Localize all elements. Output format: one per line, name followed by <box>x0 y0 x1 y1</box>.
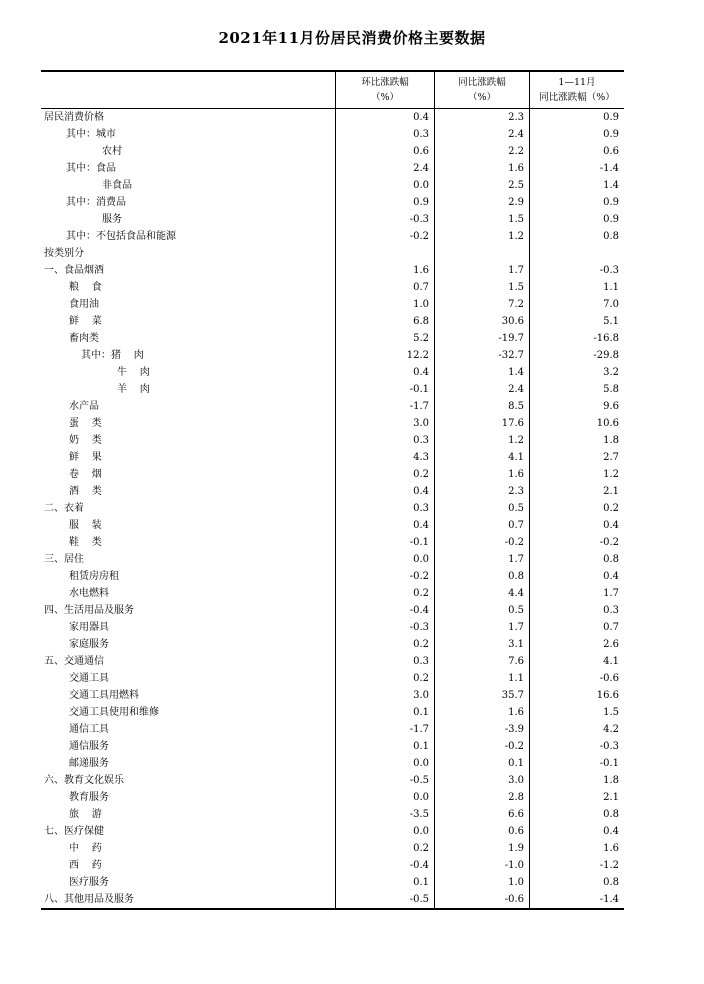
value-yoy: -0.2 <box>434 534 529 551</box>
value-ytd: -0.2 <box>529 534 624 551</box>
table-row <box>41 109 624 126</box>
table-row <box>41 126 624 143</box>
table-row <box>41 772 624 789</box>
row-label: 其中：城市 <box>66 129 116 140</box>
value-mom: 0.0 <box>335 823 434 840</box>
value-ytd: 1.1 <box>529 279 624 296</box>
row-label: 奶 类 <box>69 435 102 446</box>
value-mom: 0.6 <box>335 143 434 160</box>
table-row <box>41 364 624 381</box>
value-ytd: 0.4 <box>529 823 624 840</box>
value-ytd: 10.6 <box>529 415 624 432</box>
value-mom: 0.2 <box>335 585 434 602</box>
row-label: 其中：食品 <box>66 163 116 174</box>
row-label: 服务 <box>102 214 122 225</box>
value-ytd: 5.1 <box>529 313 624 330</box>
header-mom <box>335 72 434 108</box>
table-row <box>41 245 624 262</box>
table-row <box>41 891 624 908</box>
row-label: 旅 游 <box>69 809 102 820</box>
value-ytd: 2.7 <box>529 449 624 466</box>
table-row <box>41 840 624 857</box>
page-title: 2021年11月份居民消费价格主要数据 <box>218 29 486 47</box>
value-yoy: -3.9 <box>434 721 529 738</box>
table-row <box>41 347 624 364</box>
table-row <box>41 517 624 534</box>
header-yoy-line2: （%） <box>467 92 497 103</box>
value-mom: 0.2 <box>335 636 434 653</box>
table-row <box>41 653 624 670</box>
value-ytd: 0.8 <box>529 228 624 245</box>
value-yoy: 0.5 <box>434 500 529 517</box>
value-mom: -0.3 <box>335 619 434 636</box>
row-label: 卷 烟 <box>69 469 102 480</box>
value-mom: -0.3 <box>335 211 434 228</box>
value-yoy: 2.3 <box>434 483 529 500</box>
row-label: 一、食品烟酒 <box>44 265 104 276</box>
value-yoy: 1.7 <box>434 262 529 279</box>
value-yoy: 1.9 <box>434 840 529 857</box>
row-label: 医疗服务 <box>69 877 109 888</box>
table-row <box>41 466 624 483</box>
table-row <box>41 194 624 211</box>
row-label: 八、其他用品及服务 <box>44 894 134 905</box>
row-label: 其中：消费品 <box>66 197 126 208</box>
row-label: 通信工具 <box>69 724 109 735</box>
value-ytd <box>529 245 624 262</box>
value-mom: -1.7 <box>335 721 434 738</box>
row-label: 家用器具 <box>69 622 109 633</box>
table-row <box>41 755 624 772</box>
value-ytd: 1.6 <box>529 840 624 857</box>
header-ytd-line1: 1—11月 <box>558 77 596 88</box>
value-ytd: 1.4 <box>529 177 624 194</box>
value-mom: 0.0 <box>335 755 434 772</box>
value-ytd: -0.3 <box>529 262 624 279</box>
table-row <box>41 636 624 653</box>
value-yoy: 1.0 <box>434 874 529 891</box>
value-yoy: 1.5 <box>434 211 529 228</box>
value-ytd: 0.9 <box>529 109 624 126</box>
table-row <box>41 160 624 177</box>
value-yoy: 7.2 <box>434 296 529 313</box>
value-yoy: 1.4 <box>434 364 529 381</box>
table-row <box>41 143 624 160</box>
value-ytd: 2.1 <box>529 789 624 806</box>
value-mom: 2.4 <box>335 160 434 177</box>
row-label: 居民消费价格 <box>44 112 104 123</box>
value-ytd: 0.2 <box>529 500 624 517</box>
value-ytd: -0.6 <box>529 670 624 687</box>
value-ytd: 1.2 <box>529 466 624 483</box>
value-mom: 6.8 <box>335 313 434 330</box>
value-yoy: 1.1 <box>434 670 529 687</box>
row-label: 按类别分 <box>44 248 84 259</box>
table-row <box>41 874 624 891</box>
value-mom: -0.1 <box>335 534 434 551</box>
value-yoy: 7.6 <box>434 653 529 670</box>
row-label: 交通工具使用和维修 <box>69 707 159 718</box>
value-yoy: 0.8 <box>434 568 529 585</box>
row-label: 租赁房房租 <box>69 571 119 582</box>
value-mom: 0.1 <box>335 738 434 755</box>
value-yoy: 1.6 <box>434 466 529 483</box>
value-ytd: -1.4 <box>529 891 624 908</box>
value-yoy: 0.6 <box>434 823 529 840</box>
value-ytd: 1.8 <box>529 432 624 449</box>
row-label: 鞋 类 <box>69 537 102 548</box>
table-row <box>41 534 624 551</box>
value-mom: 0.3 <box>335 126 434 143</box>
value-mom: -1.7 <box>335 398 434 415</box>
value-yoy: 2.9 <box>434 194 529 211</box>
value-ytd: 16.6 <box>529 687 624 704</box>
value-ytd: -1.4 <box>529 160 624 177</box>
row-label: 七、医疗保健 <box>44 826 104 837</box>
value-yoy: 3.1 <box>434 636 529 653</box>
row-label: 交通工具 <box>69 673 109 684</box>
row-label: 鲜 菜 <box>69 316 102 327</box>
table-row <box>41 823 624 840</box>
table-row <box>41 704 624 721</box>
value-yoy: 4.1 <box>434 449 529 466</box>
value-mom: -3.5 <box>335 806 434 823</box>
value-mom: 0.4 <box>335 109 434 126</box>
value-yoy: -32.7 <box>434 347 529 364</box>
value-yoy: 0.7 <box>434 517 529 534</box>
value-mom: 3.0 <box>335 687 434 704</box>
table-row <box>41 602 624 619</box>
value-ytd: 0.9 <box>529 211 624 228</box>
row-label: 酒 类 <box>69 486 102 497</box>
row-label: 非食品 <box>102 180 132 191</box>
row-label: 邮递服务 <box>69 758 109 769</box>
value-mom: 0.3 <box>335 432 434 449</box>
header-ytd-line2: 同比涨跌幅（%） <box>539 92 615 103</box>
value-mom: 0.9 <box>335 194 434 211</box>
value-yoy: 2.3 <box>434 109 529 126</box>
value-mom: 1.6 <box>335 262 434 279</box>
value-yoy: 17.6 <box>434 415 529 432</box>
table-body <box>41 109 624 908</box>
value-ytd: 3.2 <box>529 364 624 381</box>
value-ytd: 0.4 <box>529 517 624 534</box>
value-yoy: 1.6 <box>434 160 529 177</box>
table-row <box>41 789 624 806</box>
value-mom: 0.3 <box>335 653 434 670</box>
row-label: 水电燃料 <box>69 588 109 599</box>
value-ytd: 0.8 <box>529 806 624 823</box>
value-yoy: 1.7 <box>434 551 529 568</box>
value-yoy: 0.1 <box>434 755 529 772</box>
row-label: 服 装 <box>69 520 102 531</box>
value-mom: -0.5 <box>335 772 434 789</box>
value-yoy: 2.8 <box>434 789 529 806</box>
table-row <box>41 500 624 517</box>
value-ytd: -29.8 <box>529 347 624 364</box>
table-row <box>41 262 624 279</box>
value-mom: -0.2 <box>335 568 434 585</box>
value-ytd: 1.7 <box>529 585 624 602</box>
value-ytd: 0.3 <box>529 602 624 619</box>
value-ytd: -1.2 <box>529 857 624 874</box>
header-yoy-line1: 同比涨跌幅 <box>458 77 506 88</box>
table-row <box>41 449 624 466</box>
header-ytd <box>529 72 624 108</box>
header-mom-line1: 环比涨跌幅 <box>361 77 409 88</box>
table-row <box>41 721 624 738</box>
table-row <box>41 381 624 398</box>
table-row <box>41 568 624 585</box>
row-label: 其中：猪 肉 <box>81 350 144 361</box>
row-label: 教育服务 <box>69 792 109 803</box>
value-ytd: 0.8 <box>529 874 624 891</box>
table-row <box>41 738 624 755</box>
table-row <box>41 330 624 347</box>
table-row <box>41 313 624 330</box>
header-yoy <box>434 72 529 108</box>
header-mom-line2: （%） <box>370 92 400 103</box>
value-yoy: 8.5 <box>434 398 529 415</box>
value-mom: 3.0 <box>335 415 434 432</box>
value-mom: 0.0 <box>335 177 434 194</box>
value-ytd: 2.1 <box>529 483 624 500</box>
value-yoy: 2.5 <box>434 177 529 194</box>
value-ytd: 0.4 <box>529 568 624 585</box>
value-mom: 0.0 <box>335 551 434 568</box>
value-ytd: 0.9 <box>529 126 624 143</box>
value-yoy: -0.6 <box>434 891 529 908</box>
table-row <box>41 483 624 500</box>
table-row <box>41 415 624 432</box>
value-yoy: 4.4 <box>434 585 529 602</box>
table-row <box>41 670 624 687</box>
row-label: 畜肉类 <box>69 333 99 344</box>
value-ytd: -0.1 <box>529 755 624 772</box>
value-mom: 0.4 <box>335 483 434 500</box>
row-label: 羊 肉 <box>117 384 150 395</box>
value-mom: -0.4 <box>335 602 434 619</box>
value-mom: 0.2 <box>335 670 434 687</box>
row-label: 蛋 类 <box>69 418 102 429</box>
value-yoy: -0.2 <box>434 738 529 755</box>
value-yoy: 0.5 <box>434 602 529 619</box>
row-label: 家庭服务 <box>69 639 109 650</box>
table-header <box>41 72 624 109</box>
value-ytd: 2.6 <box>529 636 624 653</box>
row-label: 食用油 <box>69 299 99 310</box>
value-yoy: 1.6 <box>434 704 529 721</box>
value-yoy: -19.7 <box>434 330 529 347</box>
value-mom: 0.3 <box>335 500 434 517</box>
value-ytd: 4.2 <box>529 721 624 738</box>
value-mom: 0.0 <box>335 789 434 806</box>
row-label: 六、教育文化娱乐 <box>44 775 124 786</box>
value-mom: -0.5 <box>335 891 434 908</box>
value-mom: 0.2 <box>335 840 434 857</box>
table-row <box>41 398 624 415</box>
value-ytd: 5.8 <box>529 381 624 398</box>
value-ytd: 4.1 <box>529 653 624 670</box>
table-row <box>41 296 624 313</box>
value-yoy <box>434 245 529 262</box>
value-mom: -0.2 <box>335 228 434 245</box>
row-label: 牛 肉 <box>117 367 150 378</box>
row-label: 其中：不包括食品和能源 <box>66 231 176 242</box>
value-yoy: -1.0 <box>434 857 529 874</box>
value-yoy: 2.2 <box>434 143 529 160</box>
value-mom: -0.4 <box>335 857 434 874</box>
cpi-table <box>41 70 624 910</box>
value-ytd: 9.6 <box>529 398 624 415</box>
table-row <box>41 687 624 704</box>
row-label: 四、生活用品及服务 <box>44 605 134 616</box>
value-mom: 0.1 <box>335 704 434 721</box>
table-row <box>41 551 624 568</box>
value-yoy: 1.2 <box>434 432 529 449</box>
value-mom: 1.0 <box>335 296 434 313</box>
row-label: 中 药 <box>69 843 102 854</box>
row-label: 三、居住 <box>44 554 84 565</box>
value-ytd: 1.8 <box>529 772 624 789</box>
table-row <box>41 228 624 245</box>
value-yoy: 6.6 <box>434 806 529 823</box>
value-ytd: 7.0 <box>529 296 624 313</box>
row-label: 农村 <box>102 146 122 157</box>
value-mom: 0.1 <box>335 874 434 891</box>
value-ytd: -16.8 <box>529 330 624 347</box>
table-row <box>41 211 624 228</box>
value-yoy: 3.0 <box>434 772 529 789</box>
value-mom: 0.4 <box>335 517 434 534</box>
table-row <box>41 432 624 449</box>
value-yoy: 1.5 <box>434 279 529 296</box>
value-ytd: 1.5 <box>529 704 624 721</box>
value-ytd: 0.6 <box>529 143 624 160</box>
value-yoy: 1.7 <box>434 619 529 636</box>
row-label: 五、交通通信 <box>44 656 104 667</box>
table-row <box>41 806 624 823</box>
value-mom: 0.2 <box>335 466 434 483</box>
row-label: 粮 食 <box>69 282 102 293</box>
value-mom: 0.7 <box>335 279 434 296</box>
value-mom <box>335 245 434 262</box>
value-ytd: 0.7 <box>529 619 624 636</box>
table-row <box>41 857 624 874</box>
table-row <box>41 279 624 296</box>
value-mom: 12.2 <box>335 347 434 364</box>
table-row <box>41 177 624 194</box>
value-mom: 5.2 <box>335 330 434 347</box>
value-yoy: 2.4 <box>434 381 529 398</box>
table-row <box>41 585 624 602</box>
value-mom: 4.3 <box>335 449 434 466</box>
row-label: 水产品 <box>69 401 99 412</box>
row-label: 二、衣着 <box>44 503 84 514</box>
value-yoy: 35.7 <box>434 687 529 704</box>
value-yoy: 30.6 <box>434 313 529 330</box>
row-label: 鲜 果 <box>69 452 102 463</box>
table-row <box>41 619 624 636</box>
value-yoy: 1.2 <box>434 228 529 245</box>
row-label: 通信服务 <box>69 741 109 752</box>
value-mom: -0.1 <box>335 381 434 398</box>
row-label: 西 药 <box>69 860 102 871</box>
value-ytd: 0.9 <box>529 194 624 211</box>
row-label: 交通工具用燃料 <box>69 690 139 701</box>
value-mom: 0.4 <box>335 364 434 381</box>
value-ytd: -0.3 <box>529 738 624 755</box>
value-ytd: 0.8 <box>529 551 624 568</box>
value-yoy: 2.4 <box>434 126 529 143</box>
